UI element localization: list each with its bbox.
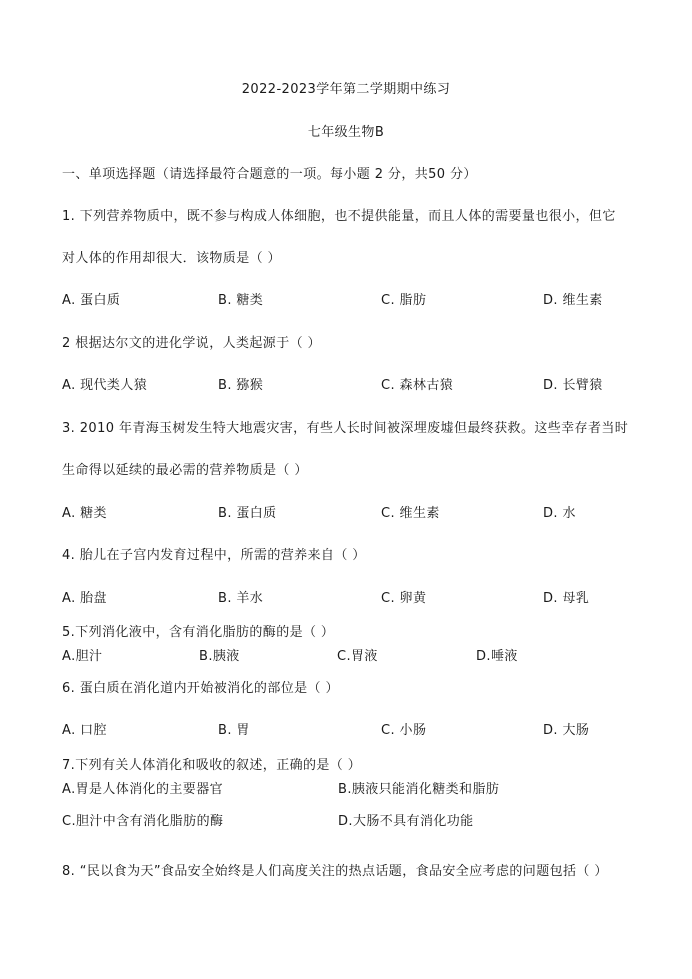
question-5-line-1: 5.下列消化液中，含有消化脂肪的酶的是（ ） — [62, 625, 335, 640]
exam-title: 2022-2023学年第二学期期中练习 — [241, 82, 451, 97]
question-5-option-c: C.胃液 — [337, 649, 378, 664]
question-1-line-1: 1. 下列营养物质中，既不参与构成人体细胞，也不提供能量，而且人体的需要量也很小，但它 — [62, 209, 616, 224]
question-5-option-b: B.胰液 — [199, 649, 240, 664]
question-7-option-a: A.胃是人体消化的主要器官 — [62, 782, 223, 797]
question-7-option-b: B.胰液只能消化糖类和脂肪 — [338, 782, 500, 797]
question-4-option-a: A. 胎盘 — [62, 591, 107, 606]
question-6-line-1: 6. 蛋白质在消化道内开始被消化的部位是（ ） — [62, 681, 339, 696]
section-heading: 一、单项选择题（请选择最符合题意的一项。每小题 2 分，共50 分） — [62, 167, 477, 182]
question-1-line-2: 对人体的作用却很大．该物质是（ ） — [62, 251, 281, 266]
question-8-line-1: 8. “民以食为天”食品安全始终是人们高度关注的热点话题，食品安全应考虑的问题包括（ ） — [62, 864, 608, 879]
question-4-option-d: D. 母乳 — [543, 591, 590, 606]
question-1-option-c: C. 脂肪 — [381, 293, 427, 308]
question-2-option-a: A. 现代类人猿 — [62, 378, 148, 393]
question-2-option-b: B. 猕猴 — [218, 378, 264, 393]
question-5-option-a: A.胆汁 — [62, 649, 103, 664]
question-6-option-c: C. 小肠 — [381, 723, 427, 738]
question-7-line-1: 7.下列有关人体消化和吸收的叙述，正确的是（ ） — [62, 758, 362, 773]
question-3-line-2: 生命得以延续的最必需的营养物质是（ ） — [62, 463, 308, 478]
question-5-option-d: D.唾液 — [476, 649, 518, 664]
question-7-option-d: D.大肠不具有消化功能 — [338, 814, 474, 829]
question-3-option-b: B. 蛋白质 — [218, 506, 277, 521]
question-4-line-1: 4. 胎儿在子宫内发育过程中，所需的营养来自（ ） — [62, 548, 366, 563]
question-2-option-d: D. 长臂猿 — [543, 378, 603, 393]
question-7-option-c: C.胆汁中含有消化脂肪的酶 — [62, 814, 224, 829]
question-4-option-b: B. 羊水 — [218, 591, 264, 606]
question-3-option-c: C. 维生素 — [381, 506, 440, 521]
question-2-option-c: C. 森林古猿 — [381, 378, 454, 393]
question-1-option-a: A. 蛋白质 — [62, 293, 121, 308]
question-3-line-1: 3. 2010 年青海玉树发生特大地震灾害，有些人长时间被深埋废墟但最终获救。这些幸存者当时 — [62, 421, 629, 436]
question-6-option-d: D. 大肠 — [543, 723, 590, 738]
question-3-option-d: D. 水 — [543, 506, 576, 521]
question-4-option-c: C. 卵黄 — [381, 591, 427, 606]
exam-subtitle: 七年级生物B — [307, 125, 385, 140]
question-2-line-1: 2 根据达尔文的进化学说，人类起源于（ ） — [62, 336, 321, 351]
question-6-option-a: A. 口腔 — [62, 723, 107, 738]
question-6-option-b: B. 胃 — [218, 723, 250, 738]
question-3-option-a: A. 糖类 — [62, 506, 107, 521]
question-1-option-d: D. 维生素 — [543, 293, 603, 308]
question-1-option-b: B. 糖类 — [218, 293, 264, 308]
